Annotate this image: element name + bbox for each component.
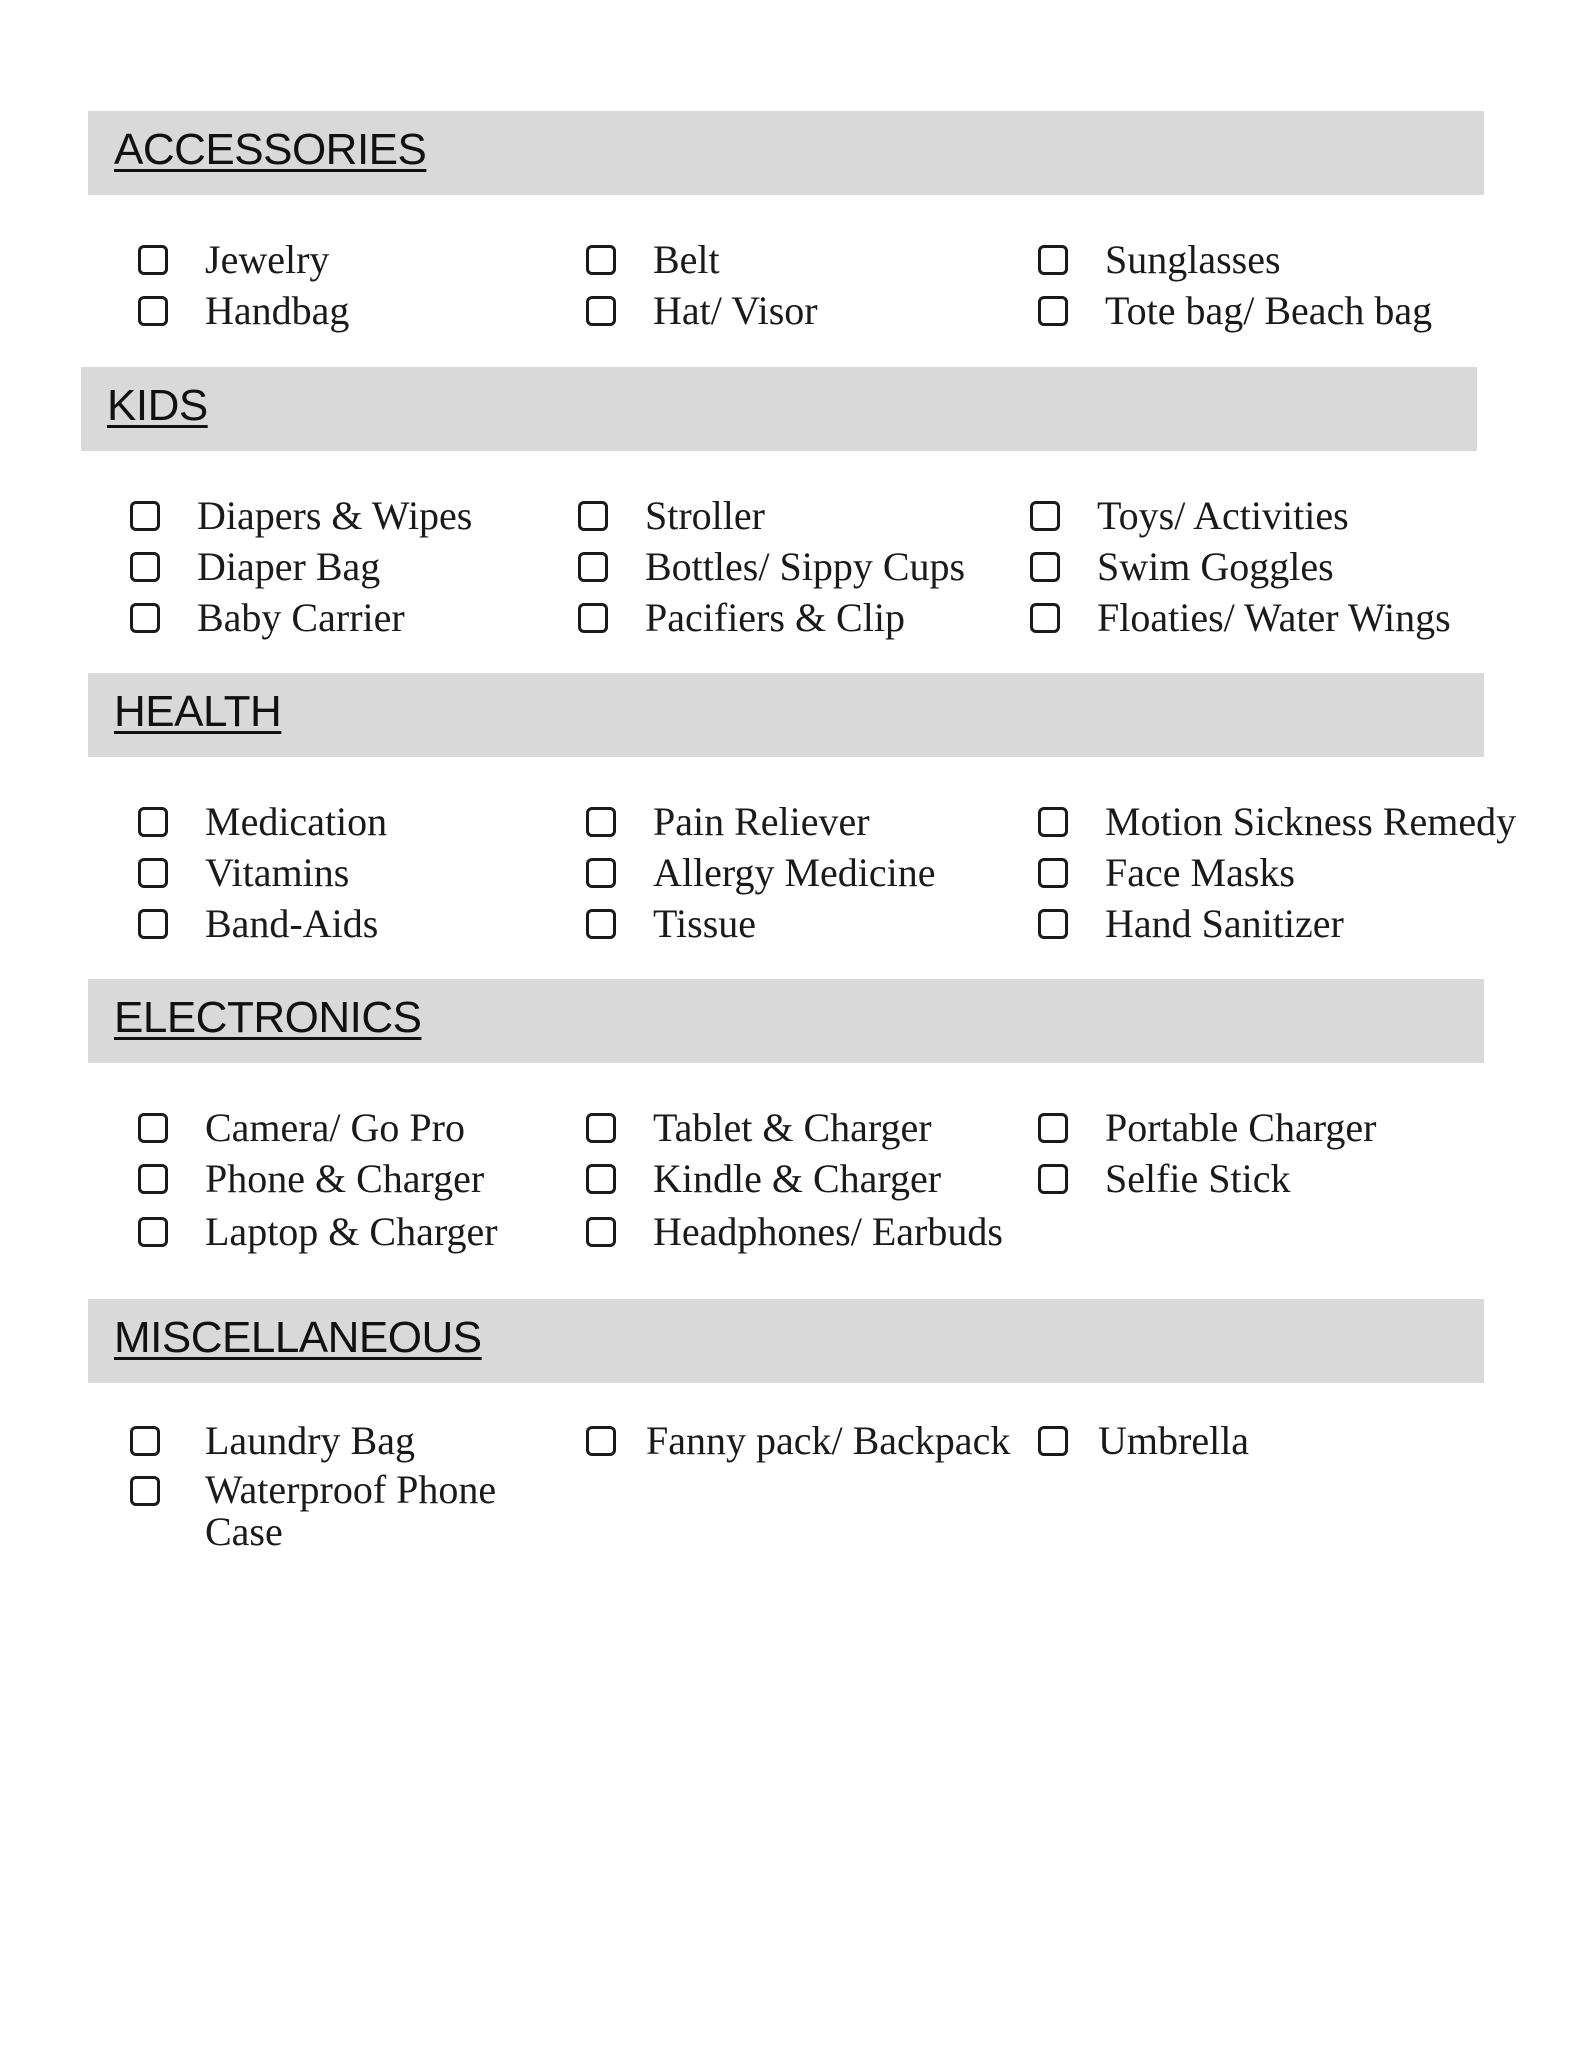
checkbox[interactable] (1038, 1113, 1068, 1143)
checklist-item-vitamins[interactable] (138, 851, 349, 895)
item-label: Waterproof Phone Case (205, 1467, 497, 1554)
checkbox[interactable] (130, 501, 160, 531)
item-label: Motion Sickness Remedy (1105, 799, 1517, 844)
checkbox[interactable] (586, 1426, 616, 1456)
section-header-kids (81, 367, 1477, 451)
item-label: Tissue (653, 901, 757, 946)
checklist-item-allergy-medicine[interactable] (586, 851, 936, 895)
item-label: Headphones/ Earbuds (653, 1209, 1003, 1254)
checkbox[interactable] (138, 1217, 168, 1247)
checklist-item-jewelry[interactable] (138, 238, 329, 282)
item-label: Baby Carrier (197, 595, 405, 640)
section-header-electronics (88, 979, 1484, 1063)
checkbox[interactable] (130, 1426, 160, 1456)
item-label: Hat/ Visor (653, 288, 818, 333)
checkbox[interactable] (130, 1476, 160, 1506)
checkbox[interactable] (138, 245, 168, 275)
checklist-item-tissue[interactable] (586, 902, 756, 946)
item-label: Portable Charger (1105, 1105, 1377, 1150)
checklist-item-baby-carrier[interactable] (130, 596, 405, 640)
checkbox[interactable] (1038, 909, 1068, 939)
checklist-item-diaper-bag[interactable] (130, 545, 380, 589)
checkbox[interactable] (138, 909, 168, 939)
checkbox[interactable] (130, 603, 160, 633)
checklist-item-sunglasses[interactable] (1038, 238, 1281, 282)
section-title-miscellaneous: MISCELLANEOUS (114, 1313, 482, 1362)
checklist-item-toys[interactable] (1030, 494, 1349, 538)
checkbox[interactable] (586, 909, 616, 939)
checklist-item-portable-charger[interactable] (1038, 1106, 1376, 1150)
checklist-item-kindle-charger[interactable] (586, 1157, 941, 1201)
checklist-item-laptop-charger[interactable] (138, 1210, 498, 1254)
item-label: Bottles/ Sippy Cups (645, 544, 966, 589)
item-label: Belt (653, 237, 720, 282)
checklist-item-bottles[interactable] (578, 545, 965, 589)
checklist-item-headphones[interactable] (586, 1210, 1003, 1254)
checkbox[interactable] (1030, 552, 1060, 582)
checklist-item-band-aids[interactable] (138, 902, 378, 946)
checklist-item-diapers-wipes[interactable] (130, 494, 472, 538)
checklist-item-motion-sickness[interactable] (1038, 800, 1516, 844)
checkbox[interactable] (586, 1113, 616, 1143)
checklist-item-selfie-stick[interactable] (1038, 1157, 1291, 1201)
item-label: Toys/ Activities (1097, 493, 1349, 538)
item-label: Pacifiers & Clip (645, 595, 905, 640)
checklist-item-belt[interactable] (586, 238, 720, 282)
checkbox[interactable] (1038, 858, 1068, 888)
item-label: Handbag (205, 288, 350, 333)
checklist-item-umbrella[interactable] (1038, 1419, 1249, 1463)
checkbox[interactable] (586, 296, 616, 326)
item-label: Band-Aids (205, 901, 379, 946)
item-label: Laptop & Charger (205, 1209, 498, 1254)
checklist-item-floaties[interactable] (1030, 596, 1451, 640)
item-label: Camera/ Go Pro (205, 1105, 465, 1150)
item-label: Fanny pack/ Backpack (646, 1418, 1011, 1463)
checkbox[interactable] (586, 1164, 616, 1194)
item-label: Stroller (645, 493, 765, 538)
item-label: Tote bag/ Beach bag (1105, 288, 1433, 333)
checklist-item-laundry-bag[interactable] (130, 1419, 415, 1463)
section-title-electronics: ELECTRONICS (114, 993, 422, 1042)
checklist-item-swim-goggles[interactable] (1030, 545, 1334, 589)
checklist-item-pacifiers[interactable] (578, 596, 905, 640)
item-label: Hand Sanitizer (1105, 901, 1344, 946)
checkbox[interactable] (578, 603, 608, 633)
checkbox[interactable] (586, 858, 616, 888)
item-label: Pain Reliever (653, 799, 870, 844)
item-label: Tablet & Charger (653, 1105, 932, 1150)
item-label: Swim Goggles (1097, 544, 1334, 589)
checklist-item-pain-reliever[interactable] (586, 800, 870, 844)
checkbox[interactable] (138, 1113, 168, 1143)
section-header-accessories (88, 111, 1484, 195)
checkbox[interactable] (138, 1164, 168, 1194)
checkbox[interactable] (130, 552, 160, 582)
item-label: Sunglasses (1105, 237, 1281, 282)
checklist-item-phone-charger[interactable] (138, 1157, 484, 1201)
item-label: Laundry Bag (205, 1418, 415, 1463)
section-title-accessories: ACCESSORIES (114, 125, 427, 174)
checkbox[interactable] (1038, 1164, 1068, 1194)
item-label: Vitamins (205, 850, 350, 895)
checklist-item-tote-bag[interactable] (1038, 289, 1432, 333)
item-label: Jewelry (205, 237, 330, 282)
checkbox[interactable] (1038, 807, 1068, 837)
checkbox[interactable] (138, 858, 168, 888)
section-header-health (88, 673, 1484, 757)
checkbox[interactable] (1038, 1426, 1068, 1456)
checklist-item-hat-visor[interactable] (586, 289, 818, 333)
section-title-kids: KIDS (107, 381, 208, 430)
section-title-health: HEALTH (114, 687, 282, 736)
checkbox[interactable] (578, 501, 608, 531)
checklist-item-hand-sanitizer[interactable] (1038, 902, 1344, 946)
checkbox[interactable] (586, 1217, 616, 1247)
checklist-item-medication[interactable] (138, 800, 387, 844)
checklist-item-fanny-pack[interactable] (586, 1419, 1010, 1463)
checklist-item-camera[interactable] (138, 1106, 465, 1150)
item-label: Floaties/ Water Wings (1097, 595, 1451, 640)
item-label: Diaper Bag (197, 544, 381, 589)
checklist-item-stroller[interactable] (578, 494, 765, 538)
item-label: Diapers & Wipes (197, 493, 473, 538)
item-label: Allergy Medicine (653, 850, 936, 895)
checkbox[interactable] (138, 296, 168, 326)
checkbox[interactable] (1038, 245, 1068, 275)
item-label: Phone & Charger (205, 1156, 485, 1201)
checklist-item-tablet-charger[interactable] (586, 1106, 932, 1150)
item-label: Medication (205, 799, 388, 844)
checklist-item-face-masks[interactable] (1038, 851, 1295, 895)
checkbox[interactable] (1038, 296, 1068, 326)
checkbox[interactable] (578, 552, 608, 582)
checkbox[interactable] (586, 245, 616, 275)
section-header-miscellaneous (88, 1299, 1484, 1383)
checkbox[interactable] (1030, 603, 1060, 633)
checkbox[interactable] (586, 807, 616, 837)
item-label: Kindle & Charger (653, 1156, 942, 1201)
checklist-item-handbag[interactable] (138, 289, 349, 333)
checklist-item-waterproof-phone-case[interactable] (130, 1469, 535, 1553)
checkbox[interactable] (1030, 501, 1060, 531)
item-label: Face Masks (1105, 850, 1295, 895)
item-label: Umbrella (1098, 1418, 1250, 1463)
checkbox[interactable] (138, 807, 168, 837)
item-label: Selfie Stick (1105, 1156, 1291, 1201)
